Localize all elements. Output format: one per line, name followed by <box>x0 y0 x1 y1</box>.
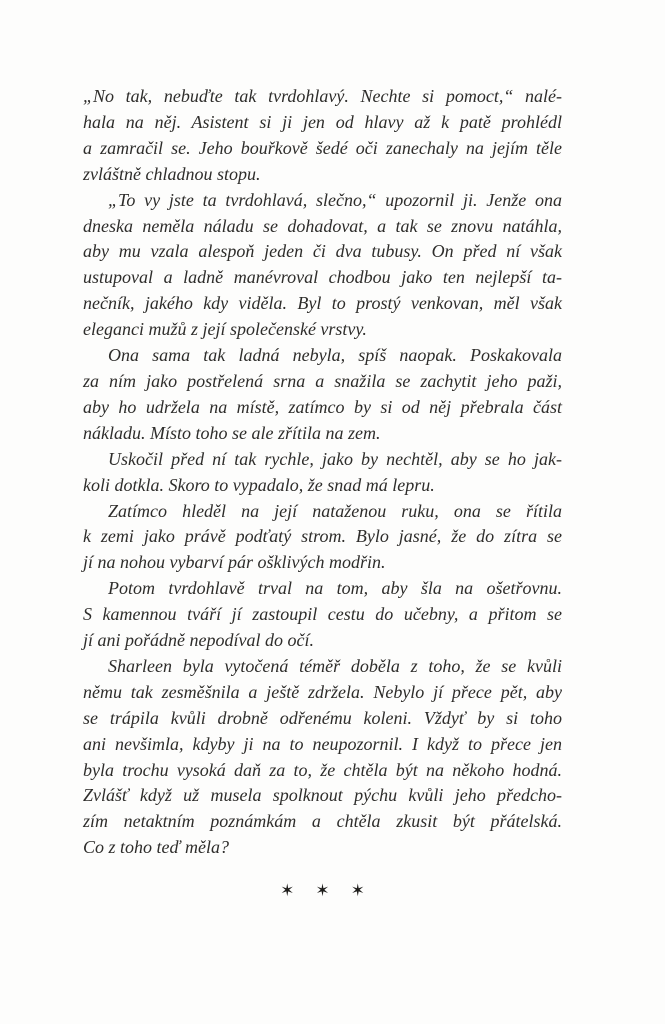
text-line: dneska neměla náladu se dohadovat, a tak se znovu natáhla, <box>83 215 562 236</box>
star-icon: ✶ <box>280 881 295 901</box>
text-line: ustupoval a ladně manévroval chodbou jako ten nejlepší ta- <box>83 267 562 288</box>
text-line: němu tak zesměšnila a ještě zdržela. Nebylo jí přece pět, aby <box>83 681 562 702</box>
text-line: byla trochu vysoká daň za to, že chtěla být na někoho hodná. <box>83 759 562 780</box>
page-text <box>83 84 562 861</box>
text-line: jí na nohou vybarví pár ošklivých modřin. <box>83 552 386 573</box>
text-line: Sharleen byla vytočená téměř doběla z toho, že se kvůli <box>108 655 562 676</box>
text-line: k zemi jako právě podťatý strom. Bylo jasné, že do zítra se <box>83 526 562 547</box>
text-line: nákladu. Místo toho se ale zřítila na zem. <box>83 422 381 443</box>
text-line: se trápila kvůli drobně odřenému koleni. Vždyť by si toho <box>83 707 562 728</box>
text-line: Potom tvrdohlavě trval na tom, aby šla na ošetřovnu. <box>108 578 562 599</box>
text-line: jí ani pořádně nepodíval do očí. <box>83 630 314 651</box>
star-icon: ✶ <box>315 881 330 901</box>
text-line: a zamračil se. Jeho bouřkově šedé oči zanechaly na jejím těle <box>83 137 562 158</box>
text-line: hala na něj. Asistent si ji jen od hlavy až k patě prohlédl <box>83 111 562 132</box>
text-line: aby ho udržela na místě, zatímco by si od něj přebrala část <box>83 396 562 417</box>
text-line: Ona sama tak ladná nebyla, spíš naopak. Poskakovala <box>108 345 562 366</box>
text-line: za ním jako postřelená srna a snažila se zachytit jeho paži, <box>83 370 562 391</box>
text-line: ani nevšimla, kdyby ji na to neupozornil. I když to přece jen <box>83 733 562 754</box>
text-line: S kamennou tváří jí zastoupil cestu do učebny, a přitom se <box>83 604 562 625</box>
text-line: Zatímco hleděl na její nataženou ruku, ona se řítila <box>108 500 562 521</box>
star-icon: ✶ <box>350 881 365 901</box>
text-line: nečník, jakého kdy viděla. Byl to prostý venkovan, měl však <box>83 293 562 314</box>
text-line: „To vy jste ta tvrdohlavá, slečno,“ upozornil ji. Jenže ona <box>108 189 562 210</box>
text-line: zím netaktním poznámkám a chtěla zkusit být přátelská. <box>83 811 562 832</box>
text-line: aby mu vzala alespoň jeden či dva tubusy. On před ní však <box>83 241 562 262</box>
text-line: zvláštně chladnou stopu. <box>83 163 261 184</box>
text-line: koli dotkla. Skoro to vypadalo, že snad má lepru. <box>83 474 435 495</box>
section-separator <box>83 883 562 900</box>
text-line: eleganci mužů z její společenské vrstvy. <box>83 319 367 340</box>
text-line: „No tak, nebuďte tak tvrdohlavý. Nechte si pomoct,“ nalé- <box>83 86 562 106</box>
text-line: Zvlášť když už musela spolknout pýchu kvůli jeho předcho- <box>83 785 562 806</box>
text-line: Co z toho teď měla? <box>83 837 229 858</box>
text-line: Uskočil před ní tak rychle, jako by nechtěl, aby se ho jak- <box>108 448 562 469</box>
